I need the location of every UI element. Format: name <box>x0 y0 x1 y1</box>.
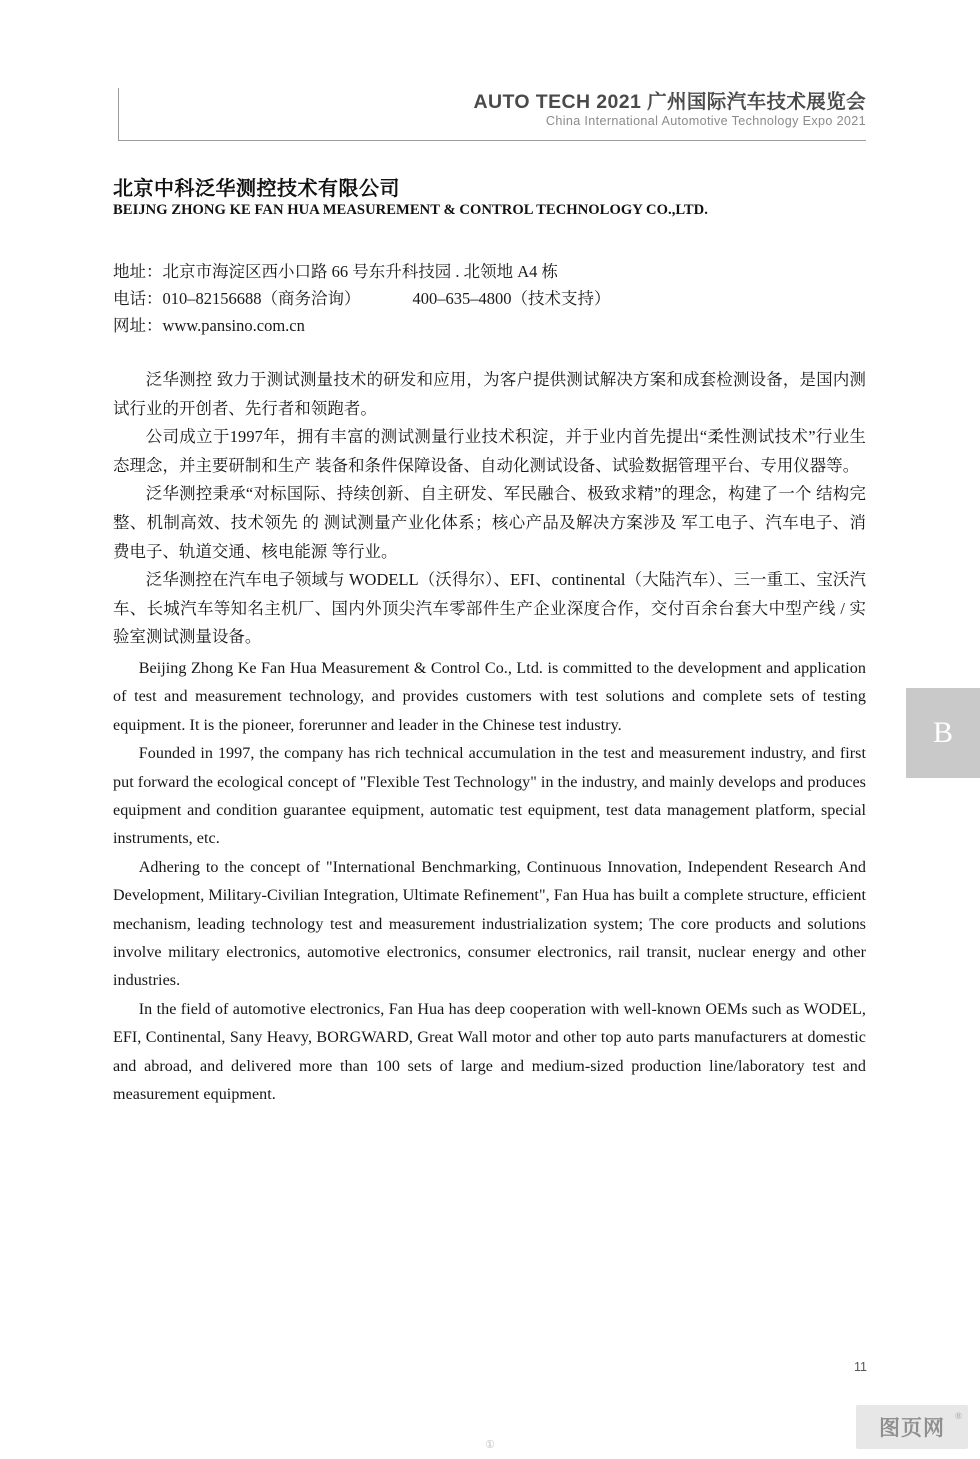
contact-website-label: 网址： <box>113 316 163 335</box>
side-index-tab-letter: B <box>932 716 953 749</box>
contact-phone-value: 010–82156688（商务洽询） <box>162 289 361 308</box>
paragraph-en-1: Beijing Zhong Ke Fan Hua Measurement & Control Co., Ltd. is committed to the development and application of test and measurement technology, and provides customers with test solutions and complete sets of testing equipment. It is the pioneer, forerunner and leader in the Chinese test industry. <box>113 659 866 734</box>
paragraph-cn-2: 公司成立于1997年，拥有丰富的测试测量行业技术积淀，并于业内首先提出“柔性测试技术”行业生态理念，并主要研制和生产 装备和条件保障设备、自动化测试设备、试验数据管理平台、专用仪器等。 <box>113 427 866 475</box>
watermark-registered-mark: ® <box>955 1411 962 1421</box>
header-title-en: China International Automotive Technology Expo 2021 <box>545 114 866 128</box>
contact-website-value[interactable]: www.pansino.com.cn <box>162 316 305 335</box>
watermark-text: 图页网 <box>879 1417 945 1440</box>
contact-block <box>113 258 611 339</box>
header-title-cn: AUTO TECH 2021 广州国际汽车技术展览会 <box>473 91 866 113</box>
company-name-cn: 北京中科泛华测控技术有限公司 <box>113 178 400 200</box>
company-name-en: BEIJNG ZHONG KE FAN HUA MEASUREMENT & CONTROL TECHNOLOGY CO.,LTD. <box>113 202 708 218</box>
body-text <box>113 366 866 1109</box>
contact-address-label: 地址： <box>113 262 163 281</box>
paragraph-cn-1: 泛华测控 致力于测试测量技术的研发和应用，为客户提供测试解决方案和成套检测设备，是国内测试行业的开创者、先行者和领跑者。 <box>113 370 866 418</box>
side-index-tab <box>906 688 980 778</box>
paragraph-cn-3: 泛华测控秉承“对标国际、持续创新、自主研发、军民融合、极致求精”的理念，构建了一个 结构完整、机制高效、技术领先 的 测试测量产业化体系；核心产品及解决方案涉及 军工电子、汽车电子、消费电子、轨道交通、核电能源 等行业。 <box>113 484 866 561</box>
header-rule-horizontal <box>118 140 866 141</box>
paragraph-cn-4: 泛华测控在汽车电子领域与 WODELL（沃得尔）、EFI、continental（大陆汽车）、三一重工、宝沃汽车、长城汽车等知名主机厂、国内外顶尖汽车零部件生产企业深度合作，交付百余台套大中型产线 / 实验室测试测量设备。 <box>113 570 866 647</box>
paragraph-en-3: Adhering to the concept of "International Benchmarking, Continuous Innovation, Independent Research And Development, Military-Civilian Integration, Ultimate Refinement", Fan Hua has built a complete structure, efficient mechanism, leading technology test and measurement industrialization system; The core products and solutions involve military electronics, automotive electronics, consumer electronics, rail transit, nuclear energy and other industries. <box>113 858 867 990</box>
paragraph-en-4: In the field of automotive electronics, Fan Hua has deep cooperation with well-known OEMs such as WODEL, EFI, Continental, Sany Heavy, BORGWARD, Great Wall motor and other top auto parts manufacturers at domestic and abroad, and delivered more than 100 sets of large and medium-sized production line/laboratory test and measurement equipment. <box>113 1000 866 1104</box>
contact-website-row <box>113 312 611 339</box>
page-number: 11 <box>854 1360 867 1374</box>
header-rule-vertical <box>118 88 119 140</box>
contact-phone-value-2: 400–635–4800（技术支持） <box>412 289 611 308</box>
contact-address-value: 北京市海淀区西小口路 66 号东升科技园 . 北领地 A4 栋 <box>162 262 559 281</box>
contact-address-row <box>113 258 611 285</box>
watermark-logo <box>856 1405 968 1449</box>
paragraph-en-2: Founded in 1997, the company has rich technical accumulation in the test and measurement industry, and first put forward the ecological concept of "Flexible Test Technology" in the industry, and mainly develops and produces equipment and condition guarantee equipment, automatic test equipment, test data management platform, special instruments, etc. <box>113 745 866 848</box>
english-paragraph-group <box>113 655 866 1110</box>
contact-phone-label: 电话： <box>113 289 163 308</box>
footer-center-mark: ① <box>485 1439 495 1451</box>
page-header <box>118 88 866 148</box>
contact-phone-row <box>113 285 611 312</box>
